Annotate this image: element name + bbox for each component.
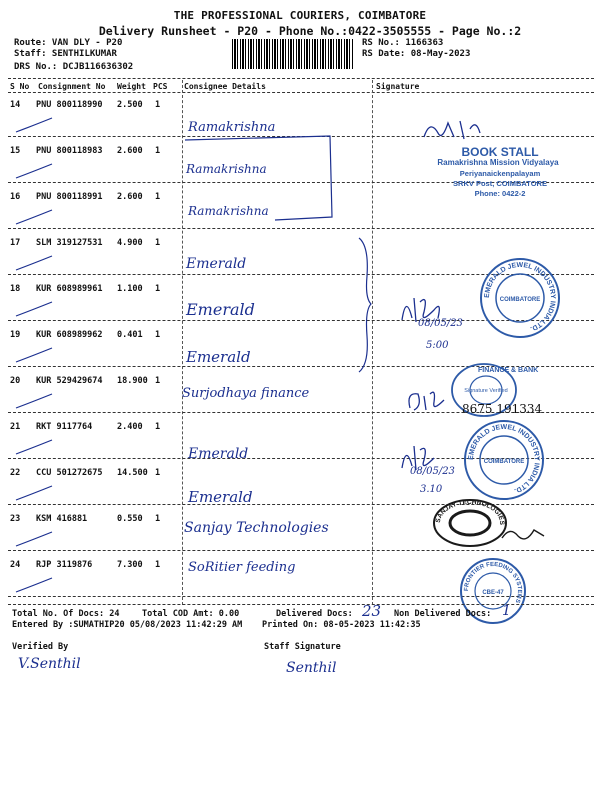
- emerald-seal-center: COIMBATORE: [499, 297, 541, 303]
- row-sno: 20: [10, 376, 21, 386]
- row-weight: 1.100: [117, 284, 143, 294]
- emerald-seal-ring-text: EMERALD JEWEL INDUSTRY INDIA LTD.: [467, 423, 541, 495]
- row-pcs: 1: [155, 422, 161, 432]
- delivery-tick-mark: [14, 438, 54, 458]
- staff-signature: Senthil: [286, 660, 337, 676]
- total-docs: Total No. Of Docs: 24: [12, 609, 120, 619]
- row-sno: 19: [10, 330, 21, 340]
- bookstall-stamp-line: Ramakrishna Mission Vidyalaya: [437, 158, 559, 167]
- sanjay-stamp: [430, 496, 510, 550]
- row-sno: 17: [10, 238, 21, 248]
- row-consignment-no: KUR 608989962: [36, 330, 103, 340]
- delivery-tick-mark: [14, 116, 54, 136]
- col-sno: S No: [10, 82, 30, 91]
- non-delivered-label: Non Delivered Docs:: [394, 609, 492, 619]
- delivery-tick-mark: [14, 484, 54, 504]
- consignee-handwriting: Sanjay Technologies: [184, 520, 329, 536]
- staff-label: Staff: SENTHILKUMAR: [14, 49, 117, 59]
- row-consignment-no: KUR 529429674: [36, 376, 103, 386]
- row-consignment-no: PNU 800118983: [36, 146, 103, 156]
- emerald-seal-center: COIMBATORE: [483, 459, 525, 465]
- delivery-time: 5:00: [426, 340, 449, 351]
- signature-scribble: [500, 524, 550, 544]
- company-title: THE PROFESSIONAL COURIERS, COIMBATORE: [173, 9, 427, 22]
- frontier-stamp-code: CBE-47: [482, 590, 504, 596]
- verified-by-signature: V.Senthil: [18, 656, 81, 672]
- consignee-handwriting: Ramakrishna: [186, 162, 267, 176]
- row-pcs: 1: [155, 238, 161, 248]
- drs-number: DRS No.: DCJB116636302: [14, 62, 134, 72]
- row-pcs: 1: [155, 100, 161, 110]
- row-consignment-no: RKT 9117764: [36, 422, 93, 432]
- delivery-tick-mark: [14, 576, 54, 596]
- consignee-handwriting: Emerald: [188, 446, 249, 462]
- bookstall-stamp-line: SRKV Post, COIMBATORE: [453, 179, 547, 188]
- row-weight: 2.600: [117, 192, 143, 202]
- row-pcs: 1: [155, 560, 161, 570]
- consignee-handwriting: Emerald: [188, 488, 253, 506]
- row-pcs: 1: [155, 146, 161, 156]
- group-bracket-emerald: [355, 236, 375, 376]
- svg-text:FRONTIER FEEDING SYSTEMS: [464, 562, 522, 604]
- row-consignment-no: RJP 3119876: [36, 560, 93, 570]
- row-consignment-no: SLM 319127531: [36, 238, 103, 248]
- emerald-seal: [462, 418, 546, 502]
- row-weight: 2.600: [117, 146, 143, 156]
- row-weight: 4.900: [117, 238, 143, 248]
- entered-by: Entered By :SUMATHIP20 05/08/2023 11:42:29 AM: [12, 620, 243, 630]
- row-consignment-no: PNU 800118990: [36, 100, 103, 110]
- row-sno: 21: [10, 422, 21, 432]
- header-divider: [8, 78, 594, 79]
- row-sno: 16: [10, 192, 21, 202]
- row-sno: 23: [10, 514, 21, 524]
- delivery-tick-mark: [14, 530, 54, 550]
- col-signature: Signature: [376, 82, 420, 91]
- delivery-date: 08/05/23: [418, 318, 463, 329]
- delivered-docs-value: 23: [362, 602, 382, 620]
- delivery-time: 3.10: [420, 484, 443, 495]
- col-pcs: PCS: [153, 82, 168, 91]
- consignee-handwriting: Ramakrishna: [188, 204, 269, 218]
- delivery-tick-mark: [14, 346, 54, 366]
- row-pcs: 1: [155, 376, 161, 386]
- delivery-tick-mark: [14, 208, 54, 228]
- consignee-handwriting: Emerald: [186, 348, 251, 366]
- col-consignment: Consignment No: [38, 82, 106, 91]
- delivered-docs-label: Delivered Docs:: [276, 609, 353, 619]
- group-bracket-ramakrishna: [180, 112, 340, 232]
- row-pcs: 1: [155, 514, 161, 524]
- emerald-seal: [478, 256, 562, 340]
- row-pcs: 1: [155, 192, 161, 202]
- rs-number: RS No.: 1166363: [362, 38, 444, 48]
- row-divider: [8, 550, 594, 551]
- total-cod: Total COD Amt: 0.00: [142, 609, 240, 619]
- delivery-tick-mark: [14, 162, 54, 182]
- bookstall-stamp-title: BOOK STALL: [461, 145, 539, 159]
- frontier-stamp-text: FRONTIER FEEDING SYSTEMS: [463, 561, 523, 604]
- col-weight: Weight: [117, 82, 146, 91]
- runsheet-title: Delivery Runsheet - P20 - Phone No.:0422-3505555 - Page No.:2: [98, 24, 522, 38]
- delivery-date: 08/05/23: [410, 466, 455, 477]
- row-weight: 7.300: [117, 560, 143, 570]
- row-weight: 2.500: [117, 100, 143, 110]
- delivery-tick-mark: [14, 392, 54, 412]
- row-weight: 18.900: [117, 376, 148, 386]
- row-sno: 24: [10, 560, 21, 570]
- non-delivered-value: 1: [502, 603, 511, 619]
- sanjay-stamp-text: SANJAY TECHNOLOGIES: [434, 498, 506, 525]
- row-consignment-no: CCU 501272675: [36, 468, 103, 478]
- delivery-tick-mark: [14, 254, 54, 274]
- rs-date: RS Date: 08-May-2023: [362, 49, 471, 59]
- row-sno: 22: [10, 468, 21, 478]
- colhead-divider: [8, 92, 594, 93]
- row-sno: 14: [10, 100, 21, 110]
- row-pcs: 1: [155, 468, 161, 478]
- consignee-handwriting: Emerald: [186, 300, 255, 319]
- signature-scribble: [420, 115, 500, 145]
- row-sno: 18: [10, 284, 21, 294]
- row-consignment-no: PNU 800118991: [36, 192, 103, 202]
- delivery-tick-mark: [14, 300, 54, 320]
- consignee-handwriting: SoRitier feeding: [188, 560, 296, 575]
- row-pcs: 1: [155, 330, 161, 340]
- col-consignee: Consignee Details: [184, 82, 266, 91]
- row-weight: 0.401: [117, 330, 143, 340]
- consignee-handwriting: Emerald: [186, 256, 247, 272]
- bookstall-stamp-line: Periyanaickenpalayam: [459, 169, 541, 178]
- verified-by-label: Verified By: [12, 642, 69, 652]
- consignee-handwriting: Surjodhaya finance: [182, 386, 310, 401]
- route-label: Route: VAN DLY - P20: [14, 38, 123, 48]
- row-weight: 0.550: [117, 514, 143, 524]
- row-sno: 15: [10, 146, 21, 156]
- row-pcs: 1: [155, 284, 161, 294]
- printed-on: Printed On: 08-05-2023 11:42:35: [262, 620, 421, 630]
- finance-seal-center: Signature Verified: [464, 388, 508, 394]
- staff-signature-label: Staff Signature: [264, 642, 341, 652]
- finance-seal-number: 8675 191334: [462, 402, 543, 416]
- barcode: [232, 39, 354, 69]
- row-weight: 2.400: [117, 422, 143, 432]
- consignee-handwriting: Ramakrishna: [188, 120, 276, 135]
- bookstall-stamp-phone: Phone: 0422-2: [474, 189, 526, 198]
- row-consignment-no: KSM 416881: [36, 514, 88, 524]
- finance-seal-ring: FINANCE & BANK: [478, 367, 539, 374]
- emerald-seal-ring-text: EMERALD JEWEL INDUSTRY INDIA LTD.: [483, 261, 557, 333]
- signature-scribble: [404, 386, 454, 416]
- row-consignment-no: KUR 608989961: [36, 284, 103, 294]
- row-weight: 14.500: [117, 468, 148, 478]
